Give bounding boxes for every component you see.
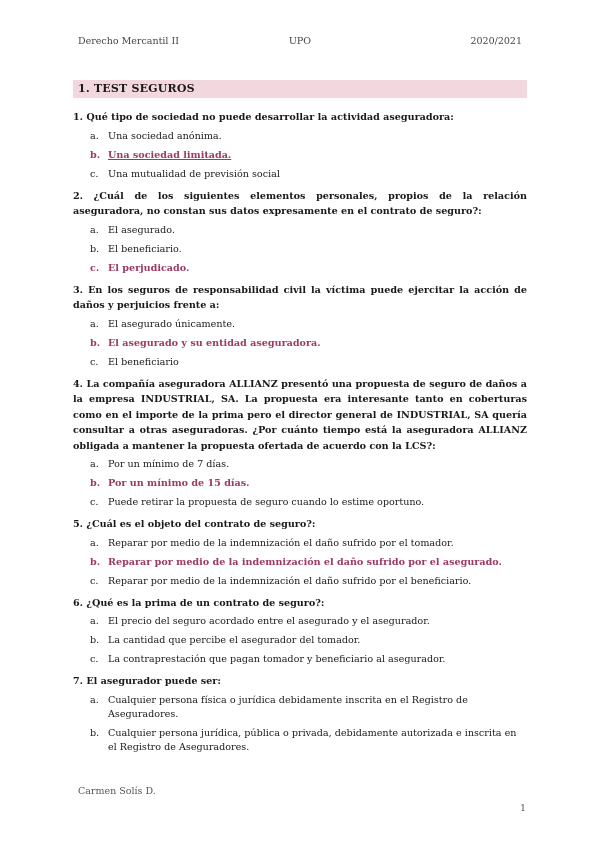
question-text: 4. La compañía aseguradora ALLIANZ presentó una propuesta de seguro de daños a la empresa INDUSTRIAL, SA. La propuesta era interesante tanto en coberturas como en el importe de la prima pero el director general de INDUSTRIAL, SA quería consultar a otras aseguradoras. ¿Por cuánto tiempo está la aseguradora ALLIANZ obligada a mantener la propuesta ofertada de acuerdo con la LCS?: (73, 378, 527, 452)
option-text: El asegurado y su entidad aseguradora. (108, 337, 321, 349)
option-text: El precio del seguro acordado entre el asegurado y el asegurador. (108, 616, 430, 627)
option-letter: c. (90, 497, 99, 508)
option-letter: c. (90, 356, 99, 368)
option-item (73, 727, 527, 755)
question-5 (73, 517, 527, 589)
option-item-correct (73, 149, 527, 163)
page-number: 1 (519, 803, 526, 814)
option-item (73, 653, 527, 667)
header-university: UPO (288, 36, 312, 47)
header-year: 2020/2021 (470, 36, 522, 47)
option-text: Cualquier persona física o jurídica debidamente inscrita en el Registro de Aseguradores. (108, 694, 468, 720)
question-4 (73, 377, 527, 511)
option-item-correct (73, 262, 527, 276)
options-list (73, 458, 527, 510)
option-letter: b. (90, 243, 100, 255)
option-item (73, 243, 527, 257)
question-text: 1. Qué tipo de sociedad no puede desarrollar la actividad aseguradora: (73, 112, 454, 123)
option-text: Puede retirar la propuesta de seguro cuando lo estime oportuno. (108, 497, 425, 508)
option-text: Por un mínimo de 7 días. (108, 459, 230, 470)
option-item (73, 615, 527, 629)
option-text: El asegurado únicamente. (108, 318, 236, 330)
option-letter: c. (90, 575, 99, 587)
option-letter: b. (90, 727, 100, 739)
option-letter: b. (90, 337, 101, 349)
section-title: 1. TEST SEGUROS (78, 82, 195, 95)
option-item (73, 694, 527, 722)
option-text: Reparar por medio de la indemnización el daño sufrido por el asegurado. (108, 556, 502, 568)
option-letter: b. (90, 556, 101, 568)
option-item-correct (73, 556, 527, 570)
question-text: 5. ¿Cuál es el objeto del contrato de seguro?: (73, 519, 316, 530)
question-7 (73, 674, 527, 755)
question-text: 3. En los seguros de responsabilidad civil la víctima puede ejercitar la acción de daños y perjuicios frente a: (73, 284, 527, 311)
option-text: Por un mínimo de 15 días. (108, 478, 250, 489)
option-letter: a. (90, 694, 99, 706)
question-3 (73, 283, 527, 370)
option-letter: a. (90, 318, 99, 330)
options-list (73, 318, 527, 370)
header-course: Derecho Mercantil II (78, 36, 179, 47)
option-item (73, 575, 527, 589)
options-list (73, 537, 527, 589)
option-text: El beneficiario. (108, 243, 182, 255)
question-2 (73, 189, 527, 276)
option-letter: a. (90, 224, 99, 236)
option-item-correct (73, 477, 527, 491)
option-text: Una sociedad anónima. (108, 130, 222, 142)
option-item-correct (73, 337, 527, 351)
option-text: La contraprestación que pagan tomador y beneficiario al asegurador. (108, 654, 446, 665)
option-letter: a. (90, 459, 99, 470)
option-letter: c. (90, 168, 99, 180)
option-text: La cantidad que percibe el asegurador del tomador. (108, 635, 361, 646)
options-list (73, 615, 527, 667)
option-text: El beneficiario (108, 356, 179, 368)
page-header (78, 36, 522, 47)
option-letter: b. (90, 478, 101, 489)
option-item (73, 130, 527, 144)
option-item (73, 458, 527, 472)
options-list (73, 694, 527, 755)
option-text: Cualquier persona jurídica, pública o privada, debidamente autorizada e inscrita en el Registro de Aseguradores. (108, 727, 517, 753)
options-list (73, 130, 527, 182)
question-text: 6. ¿Qué es la prima de un contrato de seguro?: (73, 597, 325, 609)
option-text: Una sociedad limitada. (108, 149, 232, 161)
option-letter: a. (90, 616, 99, 627)
footer-author: Carmen Solís D. (78, 786, 156, 797)
option-letter: b. (90, 635, 100, 646)
option-text: Reparar por medio de la indemnización el daño sufrido por el tomador. (108, 537, 454, 549)
option-item (73, 356, 527, 370)
questions-list (73, 110, 527, 762)
option-letter: a. (90, 537, 99, 549)
option-text: Una mutualidad de previsión social (108, 168, 280, 180)
option-item (73, 496, 527, 510)
option-text: El perjudicado. (108, 262, 190, 274)
option-text: Reparar por medio de la indemnización el daño sufrido por el beneficiario. (108, 575, 472, 587)
question-1 (73, 110, 527, 182)
option-letter: a. (90, 130, 99, 142)
option-item (73, 318, 527, 332)
option-item (73, 537, 527, 551)
question-6 (73, 596, 527, 668)
options-list (73, 224, 527, 276)
option-item (73, 224, 527, 238)
question-text: 7. El asegurador puede ser: (73, 676, 221, 687)
option-item (73, 634, 527, 648)
option-letter: b. (90, 149, 101, 161)
option-item (73, 168, 527, 182)
option-letter: c. (90, 654, 99, 665)
option-letter: c. (90, 262, 100, 274)
option-text: El asegurado. (108, 224, 175, 236)
question-text: 2. ¿Cuál de los siguientes elementos personales, propios de la relación aseguradora, no constan sus datos expresamente en el contrato de seguro?: (73, 190, 527, 217)
